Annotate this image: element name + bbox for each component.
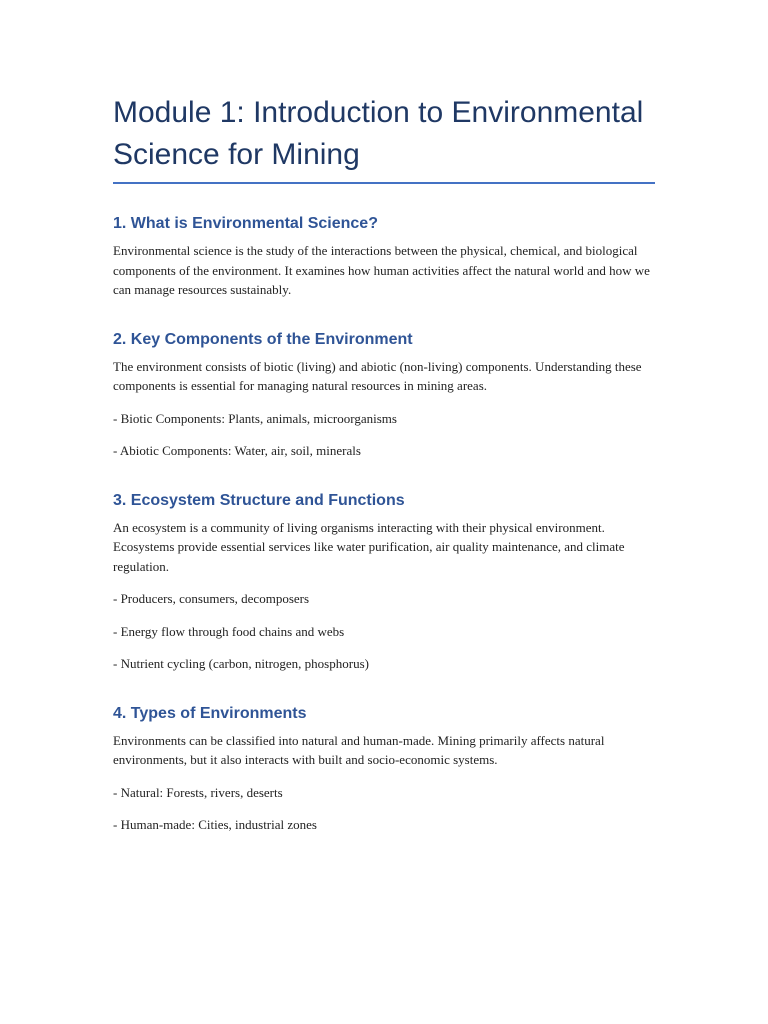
section-paragraph: Environmental science is the study of the interactions between the physical, chemical, and biological components of the environment. It examines how human activities affect the natural world and how we can manage resources sustainably.: [113, 243, 650, 297]
section-paragraph: Environments can be classified into natural and human-made. Mining primarily affects natural environments, but it also interacts with built and socio-economic systems.: [113, 732, 605, 767]
section-paragraph: An ecosystem is a community of living organisms interacting with their physical environment. Ecosystems provide essential services like water purification, air quality maintenance, and climate regulation.: [113, 519, 625, 574]
section-heading: 4. Types of Environments: [113, 704, 307, 722]
document-title: Module 1: Introduction to Environmental Science for Mining: [113, 92, 655, 184]
document-page: [113, 92, 655, 835]
list-item: - Natural: Forests, rivers, deserts: [113, 784, 283, 800]
section-ecosystem-structure: [113, 490, 655, 674]
section-what-is-environmental-science: [113, 213, 655, 300]
section-heading: 1. What is Environmental Science?: [113, 215, 378, 232]
section-heading: 2. Key Components of the Environment: [113, 330, 413, 348]
list-item: - Biotic Components: Plants, animals, microorganisms: [113, 410, 397, 426]
section-types-of-environments: [113, 703, 655, 835]
list-item: - Energy flow through food chains and webs: [113, 623, 345, 639]
list-item: - Nutrient cycling (carbon, nitrogen, phosphorus): [113, 656, 369, 671]
list-item: - Abiotic Components: Water, air, soil, minerals: [113, 443, 361, 458]
section-heading: 3. Ecosystem Structure and Functions: [113, 491, 405, 509]
list-item: - Producers, consumers, decomposers: [113, 591, 310, 606]
section-paragraph: The environment consists of biotic (living) and abiotic (non-living) components. Understanding these components is essential for managing natural resources in mining areas.: [113, 358, 642, 393]
section-key-components: [113, 329, 655, 461]
list-item: - Human-made: Cities, industrial zones: [113, 817, 317, 832]
